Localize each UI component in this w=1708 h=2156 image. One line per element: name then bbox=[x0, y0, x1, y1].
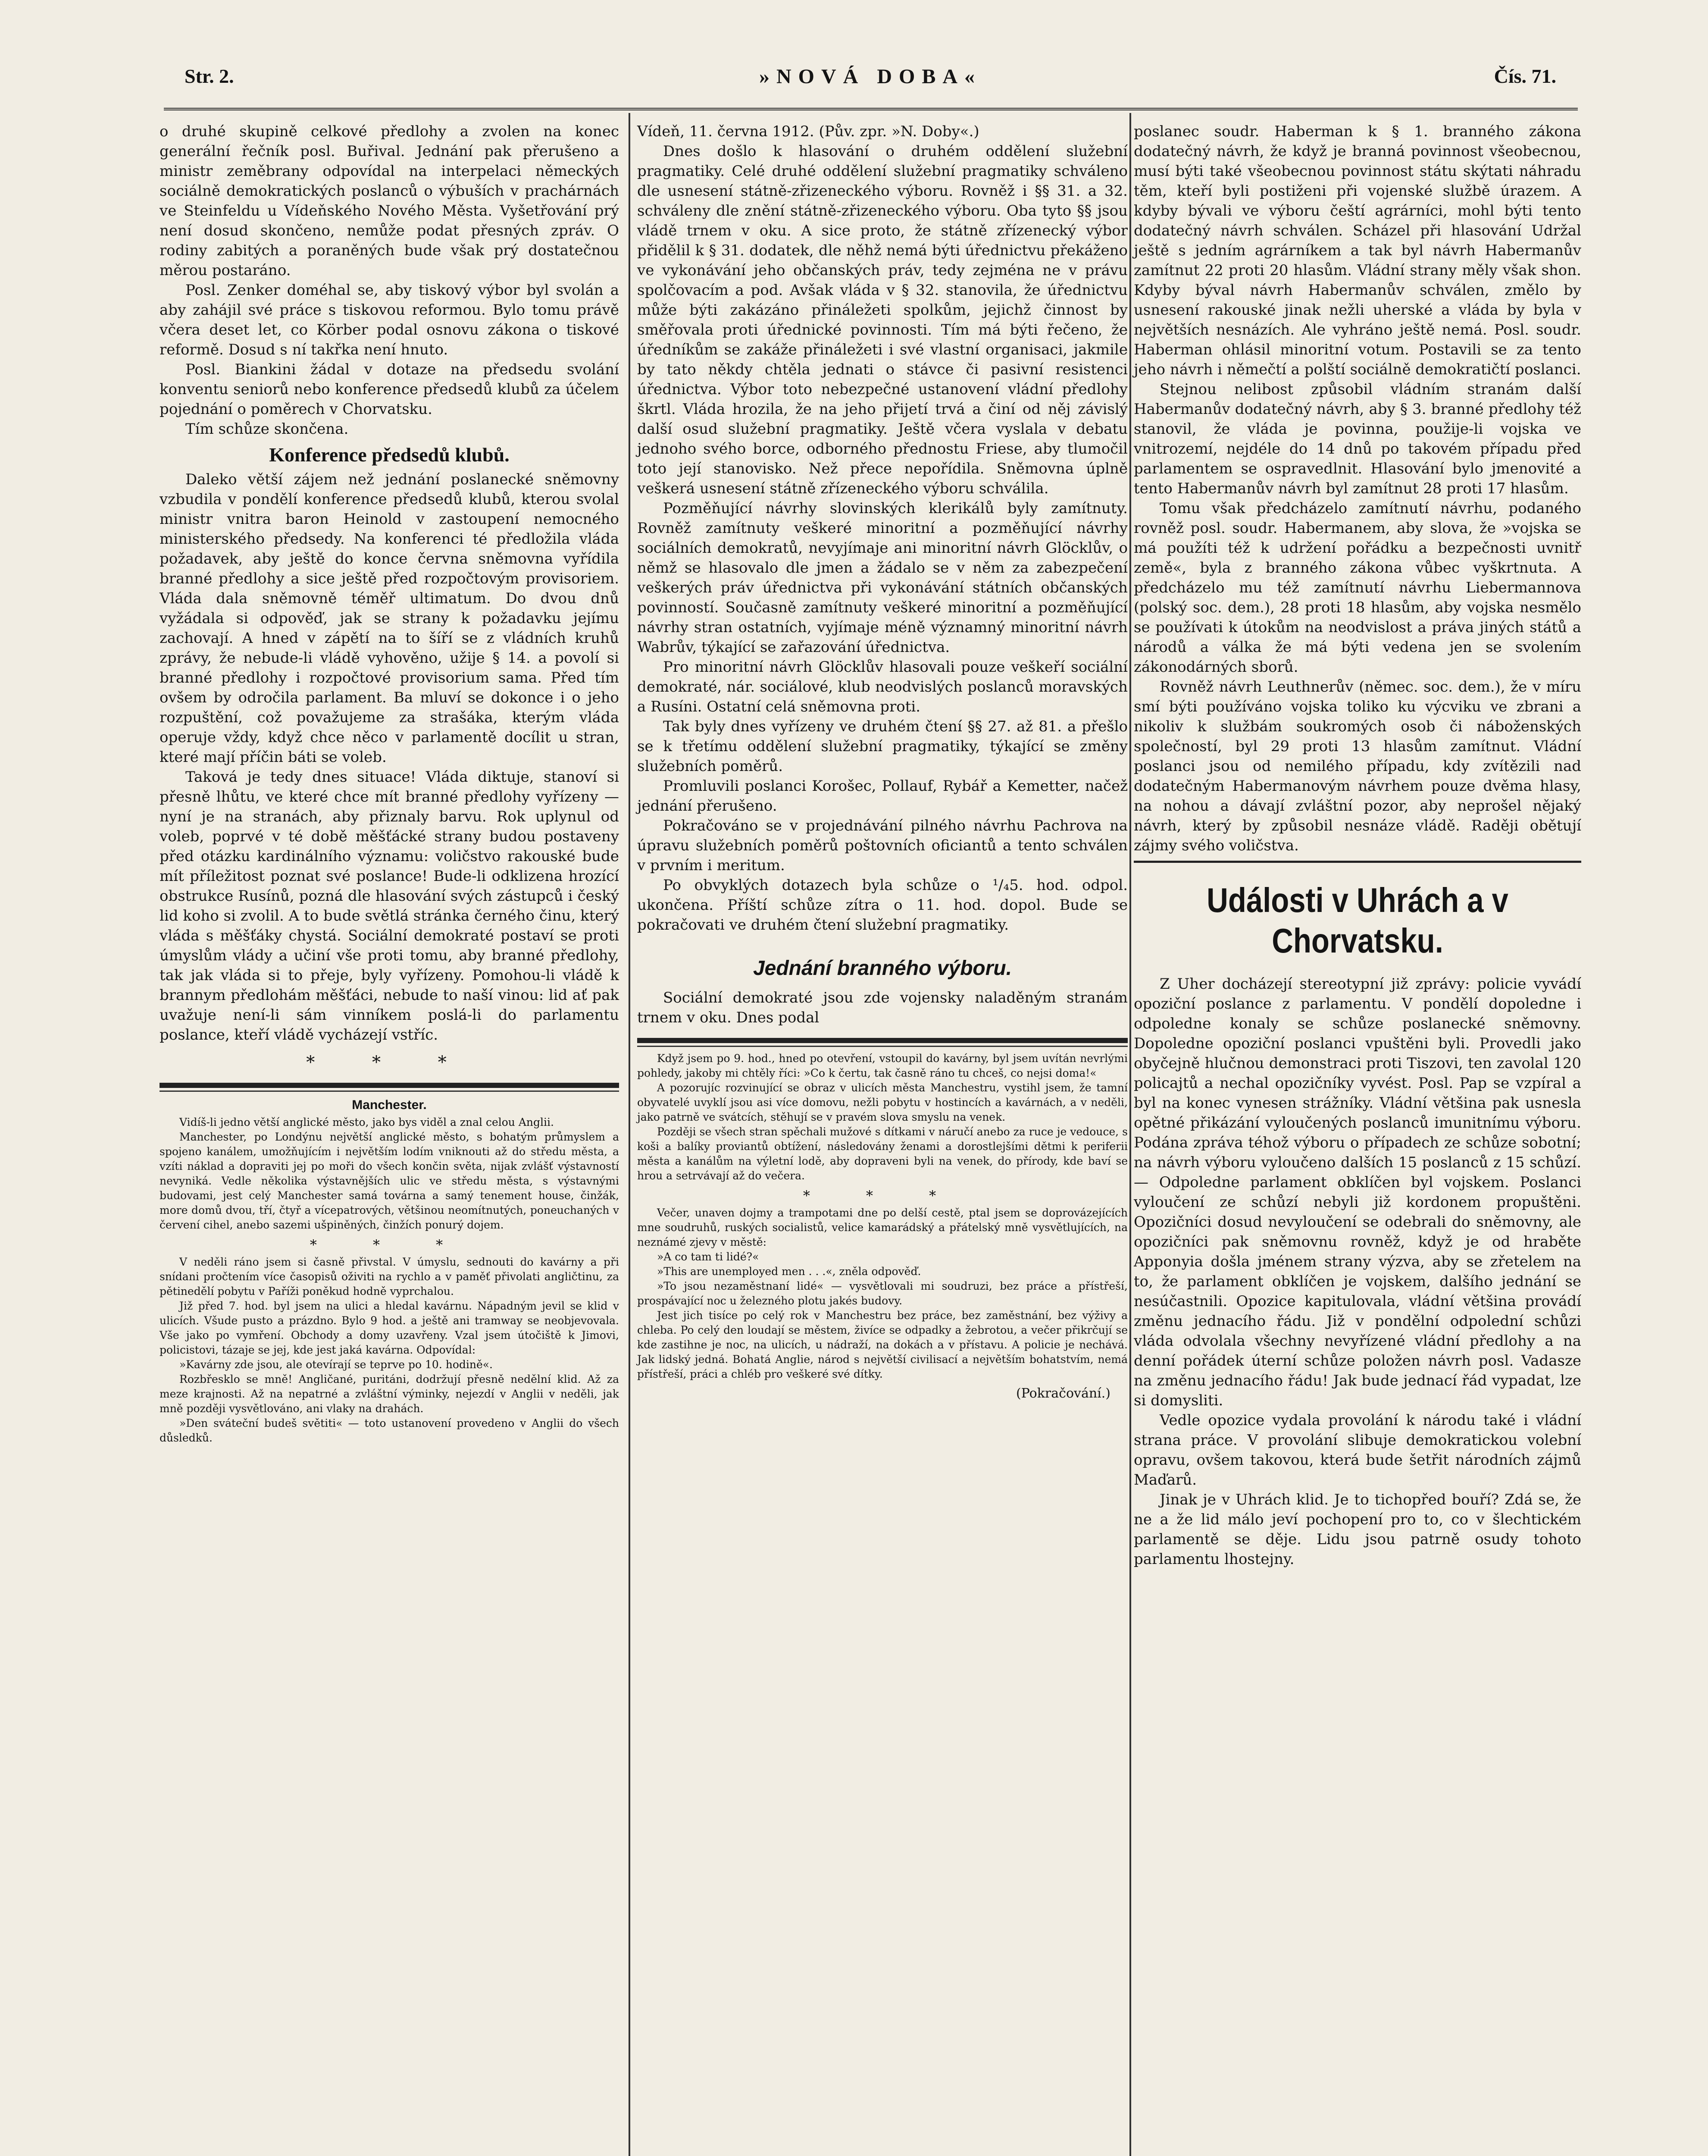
paragraph: Promluvili poslanci Korošec, Pollauf, Rybář a Kemetter, načež jednání přerušeno. bbox=[637, 777, 1128, 815]
paragraph: Taková je tedy dnes situace! Vláda diktuje, stanoví si přesně lhůtu, ve které chce mít branné předlohy vyřízeny — nyní je na stranách, aby přiznaly barvu. Rok uplynul od voleb, poprvé v té době měšťácké strany budou postaveny před otázku kardinálního významu: voličstvo rakouské bude mít příležitost poznat své poslance! Bude-li odklizena hrozící obstrukce Rusínů, pozná dle hlasování svých zástupců i český lid koho si zvolil. A to bude světlá stránka černého činu, který vláda s měšťáky chystá. Sociální demokraté postaví se proti úmyslům vlády a učiní vše proti tomu, aby branné předlohy, tak jak vláda si to přeje, byly vyřízeny. Pomohou-li vládě k brannym předlohám měšťáci, nebude to naší vinou: lid ať pak uvažuje není-li sám vinníkem poslá-li do parlamentu poslance, kteří vládě vycházejí vstříc. bbox=[160, 768, 619, 1044]
paragraph: Sociální demokraté jsou zde vojensky naladěným stranám trnem v oku. Dnes podal bbox=[637, 989, 1128, 1026]
feuilleton-paragraph: A pozorujíc rozvinující se obraz v ulicích města Manchestru, vystihl jsem, že tamní obyvatelé uvyklí jsou asi více domovu, nežli pobytu v hostincích a kavárnách, a v neděli, jako patrně ve svátcích, stěhují se v pravém slova smyslu na venek. bbox=[637, 1081, 1128, 1123]
section-separator: * * * bbox=[306, 1053, 472, 1072]
feuilleton-rule bbox=[160, 1083, 619, 1088]
section-rule bbox=[1134, 861, 1581, 863]
section-heading: Události v Uhrách a v Chorvatsku. bbox=[1207, 881, 1508, 960]
paragraph: poslanec soudr. Haberman k § 1. branného zákona dodatečný návrh, že když je branná povinnost všeobecnou, musí býti také všeobecnou povinnost státu skýtati náhradu těm, kteří byli postiženi při vojenské službě úrazem. A kdyby bývali ve výboru čeští agrárníci, mohl býti tento dodatečný návrh schválen. Scházel při hlasování Udržal ještě s jedním agrárníkem a tak byl návrh Habermanův zamítnut 22 proti 20 hlasům. Vládní strany měly však shon. Kdyby býval návrh Habermanův schválen, změlo by usnesení rakouské jinak nežli uherské a vláda by byla v největších nesnázích. Ale vyhráno ještě nemá. Posl. soudr. Haberman ohlásil minoritní votum. Postavili se za tento jeho návrh i němečtí a polští sociálně demokratičtí poslanci. bbox=[1134, 123, 1581, 378]
section-heading: Konference předsedů klubů. bbox=[269, 444, 510, 466]
feuilleton-paragraph: Vidíš-li jedno větší anglické město, jako bys viděl a znal celou Anglii. bbox=[179, 1116, 554, 1128]
paragraph: Tím schůze skončena. bbox=[185, 420, 349, 438]
paragraph: Posl. Biankini žádal v dotaze na předsedu svolání konventu seniorů nebo konference předsedů klubů za účelem pojednání o poměrech v Chorvatsku. bbox=[160, 361, 619, 418]
column-divider bbox=[629, 113, 630, 2156]
feuilleton-paragraph: Již před 7. hod. byl jsem na ulici a hledal kavárnu. Nápadným jevil se klid v ulicích. Všude pusto a prázdno. Bylo 9 hod. a ještě ani tramway se neobjevovala. Vše jako po vymření. Obchody a domy uzavřeny. Vzal jsem útočiště k Jimovi, policistovi, tázaje se jej, kde jest jaká kavárna. Odpovídal: bbox=[160, 1300, 619, 1356]
feuilleton-paragraph: »Kavárny zde jsou, ale otevírají se teprve po 10. hodině«. bbox=[179, 1358, 493, 1371]
paragraph: Z Uher docházejí stereotypní již zprávy: policie vyvádí opoziční poslance z parlamentu. V pondělí dopoledne i odpoledne konaly se schůze poslanecké sněmovny. Dopoledne opoziční poslanci vpuštěni byli. Provedli jako obyčejně hlučnou demonstraci proti Tiszovi, ten zavolal 120 policajtů a nechal opozičníky vyvést. Posl. Pap se vzpíral a byl na konec vynesen strážníky. Vládní většina pak usnesla opětné přikázání vyloučených poslanců imunitnímu výboru. Podána zpráva téhož výboru o případech ze schůze sobotní; na návrh výboru vyloučeno dalších 15 poslanců z 15 schůzí. — Odpoledne parlament obklíčen byl vojskem. Poslanci vyloučení ze schůzí nebyli již kordonem propuštěni. Opozičníci dosud nevyloučení se odebrali do sněmovny, ale opozičníci pak sněmovnu rovněž, když je od hraběte Apponyia došla jménem strany výzva, aby se zřetelem na to, že parlament obklíčen je vojskem, dalšího jednání se nesúčastnili. Opozice kapitulovala, vládní většina provádí změnu jednacího řádu. Již v pondělní odpolední schůzi vláda odvolala všechny nevyřízené vládní předlohy a na denní pořádek úterní schůze položen návrh posl. Vadasze na změnu jednacího řádu! Jak bude jednací řád vypadat, lze si domysliti. bbox=[1134, 975, 1581, 1409]
header-rule bbox=[164, 108, 1578, 110]
feuilleton-paragraph: »This are unemployed men . . .«, zněla odpověď. bbox=[657, 1265, 921, 1278]
paragraph: Stejnou nelibost způsobil vládním stranám další Habermanův dodatečný návrh, aby § 3. branné předlohy též stanovil, že vláda je povinna, použije-li vojska ve vnitrozemí, nejdéle do 14 dnů po takovém případu před parlamentem se ospravedlnit. Hlasování bylo jmenovité a tento Habermanův návrh byl zamítnut 28 proti 17 hlasům. bbox=[1134, 381, 1581, 497]
feuilleton-rule bbox=[637, 1038, 1128, 1043]
paragraph: Po obvyklých dotazech byla schůze o ¹/₄5. hod. odpol. ukončena. Příští schůze zítra o 11. hod. dopol. Bude se pokračovati ve druhém čtení služební pragmatiky. bbox=[637, 877, 1128, 934]
feuilleton-paragraph: Rozbřesklo se mně! Angličané, puritáni, dodržují přesně nedělní klid. Až za meze krajnosti. Až na nepatrné a zvláštní výminky, nejezdí v Anglii v neděli, jak mně později vysvětlováno, ani vlaky na drahách. bbox=[160, 1373, 619, 1415]
column-2 bbox=[637, 122, 1128, 1401]
paragraph: Pro minoritní návrh Glöcklův hlasovali pouze veškeří sociální demokraté, nár. sociálové, klub neodvislých poslanců moravských a Rusíni. Ostatní celá sněmovna proti. bbox=[637, 658, 1128, 715]
paragraph: o druhé skupině celkové předlohy a zvolen na konec generální řečník posl. Buřival. Jednání pak přerušeno a ministr zeměbrany odpovídal na interpelaci německých sociálně demokratických poslanců o výbuších v prachárnách ve Steinfeldu u Vídeňského Nového Města. Vyšetřování prý není dosud skončeno, nemůže podat přesných zpráv. O rodiny zabitých a poraněných bude však prý dostatečnou měrou postaráno. bbox=[160, 123, 619, 279]
feuilleton-paragraph: Později se všech stran spěchali mužové s dítkami v náručí anebo za ruce je vedouce, s koši a balíky proviantů obtížení, následovány ženami a dorostlejšími dětmi k periferii města a kanálům na výletní lodě, aby dopraveni byli na venek, do přírody, kde baví se hrou a setrvávají až do večera. bbox=[637, 1125, 1128, 1182]
paragraph: Dnes došlo k hlasování o druhém oddělení služební pragmatiky. Celé druhé oddělení služební pragmatiky schváleno dle usnesení státně-zřizeneckého výboru. Rovněž i §§ 31. a 32. schváleny dle znění státně-zřizeneckého výboru. Oba tyto §§ jsou vládě trnem v oku. A sice proto, že státně zřízenecký výbor přidělil k § 31. dodatek, dle něhž nemá býti úřednictvu překáženo ve vykonávání jeho občanských práv, tedy zejména ne v právu spolčovacím a pod. Avšak vláda v § 32. stanovila, že úřednictvu může býti zakázáno přináležeti spolkům, jejichž činnost by směřovala proti úřednické povinnosti. Tím má býti řečeno, že úředníkům se zakáže přináležeti i své vlastní organisaci, jakmile by tato někdy chtěla jednati o stávce či pasivní resistenci úřednictva. Výbor toto nebezpečné ustanovení vládní předlohy škrtl. Vláda hrozila, že na jeho přijetí trvá a činí od něj závislý další osud služební pragmatiky. Ještě včera vyslala v debatu jednoho svého borce, odborného přednostu Friese, aby tlumočil toto její stanovisko. Než přece nepořídila. Sněmovna úplně veškerá usnesení státně zřízeneckého výboru schválila. bbox=[637, 143, 1128, 497]
feuilleton-paragraph: Večer, unaven dojmy a trampotami dne po delší cestě, ptal jsem se doprovázejících mne soudruhů, ruských socialistů, velice kamarádský a přátelský mně vysvětlujících, na neznámé zjevy v městě: bbox=[637, 1206, 1128, 1248]
column-divider bbox=[1129, 113, 1131, 2156]
feuilleton-paragraph: V neděli ráno jsem si časně přivstal. V úmyslu, sednouti do kavárny a při snídani pročtením více časopisů oživiti na rychlo a v paměť přivolati angličtinu, za pětinedělí pobytu v Paříži poněkud hodně vyprchalou. bbox=[160, 1256, 619, 1297]
feuilleton-paragraph: »To jsou nezaměstnaní lidé« — vysvětlovali mi soudruzi, bez práce a přístřeší, prospávající noc u železného plotu jakés budovy. bbox=[637, 1280, 1128, 1307]
column-3 bbox=[1134, 122, 1581, 1569]
paragraph: Rovněž návrh Leuthnerův (němec. soc. dem.), že v míru smí býti používáno vojska toliko ku výcviku ve zbrani a nikoliv k službám soukromých osob či náboženských společností, byl 29 proti 13 hlasům zamítnut. Vládní poslanci jsou od nemilého případu, kdy zvítězili nad dodatečným Habermanovým návrhem pouze dvěma hlasy, na nohou a dávají zvláštní pozor, aby neprošel nějaký návrh, který by způsobil nesnáze vládě. Raději obětují zájmy svého voličstva. bbox=[1134, 678, 1581, 854]
newspaper-title: »NOVÁ DOBA« bbox=[759, 65, 982, 88]
paragraph: Pokračováno se v projednávání pilného návrhu Pachrova na úpravu služebních poměrů poštovních oficiantů a tento schválen v prvním i meritum. bbox=[637, 817, 1128, 874]
feuilleton-rule bbox=[160, 1091, 619, 1092]
feuilleton-title: Manchester. bbox=[352, 1098, 427, 1112]
issue-number: Čís. 71. bbox=[1494, 65, 1556, 87]
section-separator: * * * bbox=[310, 1237, 469, 1253]
paragraph: Vedle opozice vydala provolání k národu také i vládní strana práce. V provolání slibuje demokratickou volební opravu, ovšem takovou, která bude šetřit národních zájmů Maďarů. bbox=[1134, 1412, 1581, 1489]
paragraph: Jinak je v Uhrách klid. Je to tichopřed bouří? Zdá se, že ne a že lid málo jeví pochopení pro to, co v šlechtickém parlamentě se děje. Lidu jsou patrně osudy tohoto parlamentu lhostejny. bbox=[1134, 1491, 1581, 1568]
page-number: Str. 2. bbox=[185, 65, 234, 87]
section-separator: * * * bbox=[803, 1188, 962, 1204]
feuilleton-rule bbox=[637, 1046, 1128, 1047]
feuilleton-paragraph: Manchester, po Londýnu největší anglické město, s bohatým průmyslem a spojeno kanálem, umožňujícím i největším lodím vniknouti až do středu města, a vzíti náklad a dopraviti jej po moři do všech končin světa, nijak zvlášť výstavností nevyniká. Vedle několika výstavnějších ulic ve středu města, s výstavnými budovami, jest celý Manchester samá továrna a samý tenement house, činžák, more domů dvou, tří, čtyř a vícepatrových, většinou neomítnutých, poneuchaných v červení cihel, anebo sazemi ušpiněných, činžích ponurý dojem. bbox=[160, 1131, 619, 1231]
section-heading: Jednání branného výboru. bbox=[753, 957, 1012, 980]
paragraph: Daleko větší zájem než jednání poslanecké sněmovny vzbudila v pondělí konference předsedů klubů, kterou svolal ministr vnitra baron Heinold v zastoupení nemocného ministerského předsedy. Na konferenci té předložila vláda požadavek, aby ještě do konce června sněmovna vyřídila branné předlohy a sice ještě před rozpočtovým provisoriem. Vláda dala sněmovně téměř ultimatum. Do dvou dnů vyžádala si odpověď, jak se strany k požadavku jejímu zachovají. A hned v zápětí na to šíří se z vládních kruhů zprávy, že nebude-li vládě vyhověno, užije § 14. a povolí si branné předlohy i rozpočtové provisorium sama. Před tím ovšem by odročila parlament. Ba mluví se dokonce i o jeho rozpuštění, což považujeme za strašáka, kterým vláda operuje vždy, když chce něco v parlamentě docílit u stran, které mají příčin báti se voleb. bbox=[160, 471, 619, 766]
paragraph: Posl. Zenker doméhal se, aby tiskový výbor byl svolán a aby zahájil své práce s tiskovou reformou. Bylo tomu právě včera deset let, co Körber podal osnovu zákona o tiskové reformě. Dosud s ní takřka není hnuto. bbox=[160, 282, 619, 358]
column-1 bbox=[160, 122, 619, 1445]
feuilleton-paragraph: Jest jich tisíce po celý rok v Manchestru bez práce, bez zaměstnání, bez výživy a chleba. Po celý den loudají se městem, živíce se odpadky a žebrotou, a večer přikrčují se kde zastihne je noc, na ulicích, u nádraží, na dokách a v přístavu. A policie je nechává. Jak lidský jedná. Bohatá Anglie, národ s největší civilisací a největším bohatstvím, nemá přístřeší, práci a chléb pro veškeré své dítky. bbox=[637, 1309, 1128, 1380]
continuation-note: (Pokračování.) bbox=[1016, 1386, 1111, 1401]
feuilleton-paragraph: »Den sváteční budeš světiti« — toto ustanovení provedeno v Anglii do všech důsledků. bbox=[160, 1417, 619, 1444]
paragraph: Pozměňující návrhy slovinských klerikálů byly zamítnuty. Rovněž zamítnuty veškeré minoritní a pozměňující návrhy sociálních demokratů, nevyjímaje ani minoritní návrh Glöcklův, o němž se hlasovalo dle jmen a žádalo se v něm za zabezpečení veškerých práv úřednictva při vykonávání státních občanských povinností. Současně zamítnuty veškeré minoritní a pozměňující návrhy stran ostatních, vyjímaje méně významný minoritní návrh Wabrův, týkající se zařazování úřednictva. bbox=[637, 500, 1128, 656]
paragraph: Tomu však předcházelo zamítnutí návrhu, podaného rovněž posl. soudr. Habermanem, aby slova, že »vojska se má použíti též k udržení pořádku a bezpečnosti uvnitř země«, byla z branného zákona vůbec vyškrtnuta. A předcházelo mu též zamítnutí návrhu Liebermannova (polský soc. dem.), 28 proti 18 hlasům, aby vojska nesmělo se používati k útokům na neodvislost a práva jiných států a národů a válka že má býti vedena jen se svolením zákonodárných sborů. bbox=[1134, 500, 1581, 676]
paragraph: Tak byly dnes vyřízeny ve druhém čtení §§ 27. až 81. a přešlo se k třetímu oddělení služební pragmatiky, týkající se změny služebních poměrů. bbox=[637, 718, 1128, 775]
dateline: Vídeň, 11. června 1912. (Pův. zpr. »N. Doby«.) bbox=[637, 123, 979, 140]
page-header bbox=[167, 65, 1573, 95]
feuilleton-paragraph: Když jsem po 9. hod., hned po otevření, vstoupil do kavárny, byl jsem uvítán nevrlými pohledy, jakoby mi chtěly říci: »Co k čertu, tak časně ráno tu chceš, co nejsi doma!« bbox=[637, 1052, 1128, 1079]
feuilleton-paragraph: »A co tam ti lidé?« bbox=[657, 1250, 759, 1263]
